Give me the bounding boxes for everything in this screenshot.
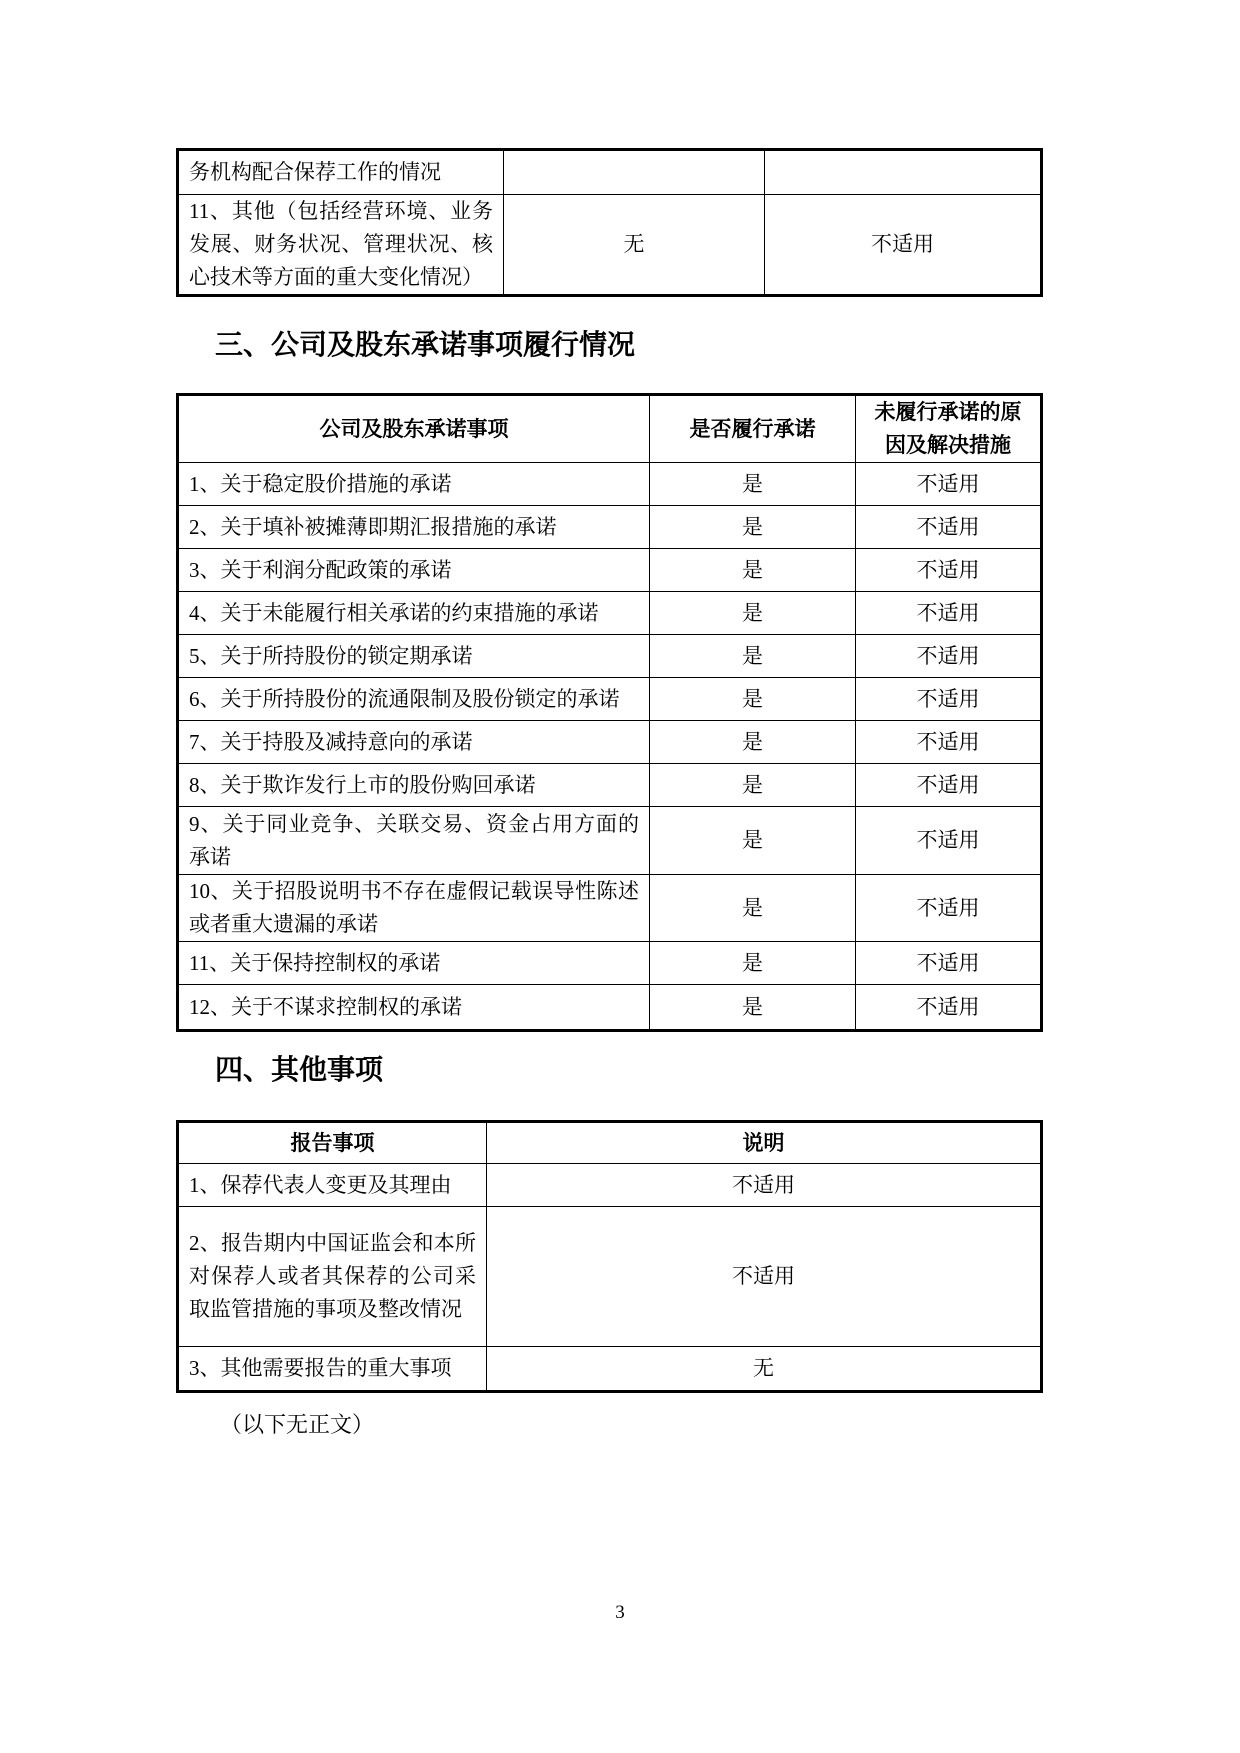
commitment-fulfilled: 是 (650, 764, 856, 807)
table-row (178, 592, 1042, 635)
commitment-fulfilled: 是 (650, 506, 856, 549)
commitment-remark: 不适用 (856, 985, 1042, 1031)
commitment-remark: 不适用 (856, 942, 1042, 985)
continued-row-remark (765, 150, 1042, 195)
table-row (178, 1207, 1042, 1347)
commitment-remark: 不适用 (856, 592, 1042, 635)
report-item: 1、保荐代表人变更及其理由 (178, 1164, 487, 1207)
report-note: 不适用 (487, 1207, 1042, 1347)
col-header-fulfilled: 是否履行承诺 (650, 395, 856, 463)
col-header-commitment: 公司及股东承诺事项 (178, 395, 650, 463)
other-changes-status: 无 (504, 195, 765, 296)
commitment-fulfilled: 是 (650, 942, 856, 985)
commitments-table (176, 393, 1043, 1032)
col-header-explanation: 说明 (487, 1122, 1042, 1164)
table-row (178, 195, 1042, 296)
commitment-fulfilled: 是 (650, 807, 856, 875)
other-matters-table (176, 1120, 1043, 1393)
commitment-item: 1、关于稳定股价措施的承诺 (178, 463, 650, 506)
report-item: 2、报告期内中国证监会和本所对保荐人或者其保荐的公司采取监管措施的事项及整改情况 (178, 1207, 487, 1347)
commitment-remark: 不适用 (856, 807, 1042, 875)
commitment-fulfilled: 是 (650, 635, 856, 678)
col-header-reason: 未履行承诺的原因及解决措施 (856, 395, 1042, 463)
commitment-remark: 不适用 (856, 506, 1042, 549)
table-row (178, 506, 1042, 549)
table-row (178, 150, 1042, 195)
table-row (178, 721, 1042, 764)
commitment-fulfilled: 是 (650, 678, 856, 721)
commitment-item: 7、关于持股及减持意向的承诺 (178, 721, 650, 764)
commitment-fulfilled: 是 (650, 985, 856, 1031)
commitment-remark: 不适用 (856, 721, 1042, 764)
commitment-fulfilled: 是 (650, 463, 856, 506)
commitment-item: 6、关于所持股份的流通限制及股份锁定的承诺 (178, 678, 650, 721)
report-note: 无 (487, 1347, 1042, 1392)
commitment-fulfilled: 是 (650, 592, 856, 635)
closing-note: （以下无正文） (220, 1412, 375, 1437)
commitment-item: 3、关于利润分配政策的承诺 (178, 549, 650, 592)
commitment-remark: 不适用 (856, 875, 1042, 942)
report-note: 不适用 (487, 1164, 1042, 1207)
report-item: 3、其他需要报告的重大事项 (178, 1347, 487, 1392)
other-changes-item: 11、其他（包括经营环境、业务发展、财务状况、管理状况、核心技术等方面的重大变化情况） (178, 195, 504, 296)
table-header-row (178, 395, 1042, 463)
table-row (178, 807, 1042, 875)
continued-row-item: 务机构配合保荐工作的情况 (178, 150, 504, 195)
commitment-remark: 不适用 (856, 678, 1042, 721)
other-changes-remark: 不适用 (765, 195, 1042, 296)
table-row (178, 875, 1042, 942)
commitment-remark: 不适用 (856, 635, 1042, 678)
commitment-fulfilled: 是 (650, 721, 856, 764)
commitment-item: 9、关于同业竞争、关联交易、资金占用方面的承诺 (178, 807, 650, 875)
col-header-report-item: 报告事项 (178, 1122, 487, 1164)
commitment-fulfilled: 是 (650, 875, 856, 942)
commitment-item: 11、关于保持控制权的承诺 (178, 942, 650, 985)
continued-sponsor-work-table (176, 148, 1043, 297)
commitment-fulfilled: 是 (650, 549, 856, 592)
section-four-heading: 四、其他事项 (215, 1054, 384, 1085)
continued-row-status (504, 150, 765, 195)
table-row (178, 985, 1042, 1031)
table-row (178, 635, 1042, 678)
page-number: 3 (615, 1602, 625, 1623)
commitment-item: 12、关于不谋求控制权的承诺 (178, 985, 650, 1031)
commitment-remark: 不适用 (856, 549, 1042, 592)
commitment-item: 5、关于所持股份的锁定期承诺 (178, 635, 650, 678)
commitment-item: 2、关于填补被摊薄即期汇报措施的承诺 (178, 506, 650, 549)
table-row (178, 549, 1042, 592)
commitment-remark: 不适用 (856, 463, 1042, 506)
commitment-item: 8、关于欺诈发行上市的股份购回承诺 (178, 764, 650, 807)
commitment-remark: 不适用 (856, 764, 1042, 807)
commitment-item: 10、关于招股说明书不存在虚假记载误导性陈述或者重大遗漏的承诺 (178, 875, 650, 942)
table-row (178, 463, 1042, 506)
section-three-heading: 三、公司及股东承诺事项履行情况 (215, 329, 636, 360)
table-row (178, 678, 1042, 721)
table-row (178, 1347, 1042, 1392)
table-row (178, 1164, 1042, 1207)
commitment-item: 4、关于未能履行相关承诺的约束措施的承诺 (178, 592, 650, 635)
table-header-row (178, 1122, 1042, 1164)
table-row (178, 942, 1042, 985)
table-row (178, 764, 1042, 807)
